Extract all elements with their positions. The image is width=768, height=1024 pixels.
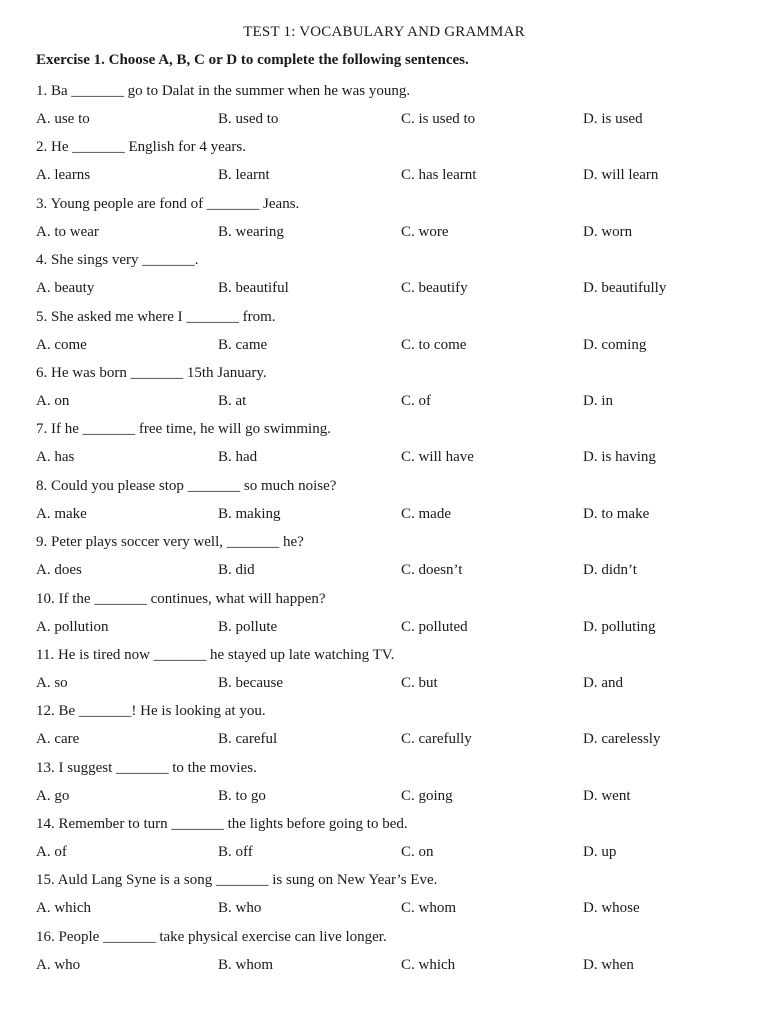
- question-stem: 15. Auld Lang Syne is a song _______ is sung on New Year’s Eve.: [36, 872, 438, 889]
- option-b: B. learnt: [218, 167, 270, 184]
- question-stem: 8. Could you please stop _______ so much noise?: [36, 477, 337, 494]
- option-b: B. wearing: [218, 223, 284, 240]
- option-b: B. to go: [218, 787, 266, 804]
- question-item: [36, 135, 736, 191]
- option-d: D. and: [583, 674, 623, 691]
- answer-options: [36, 333, 736, 361]
- option-a: A. use to: [36, 111, 90, 127]
- option-d: D. whose: [583, 900, 640, 917]
- answer-options: [36, 615, 736, 643]
- question-item: [36, 587, 736, 643]
- question-item: [36, 812, 736, 868]
- option-c: C. will have: [401, 449, 474, 466]
- option-c: C. carefully: [401, 731, 472, 748]
- option-a: A. make: [36, 505, 87, 522]
- question-item: [36, 868, 736, 924]
- question-item: [36, 643, 736, 699]
- answer-options: [36, 107, 736, 135]
- option-d: D. beautifully: [583, 280, 667, 297]
- option-a: A. go: [36, 787, 70, 804]
- question-stem: 14. Remember to turn _______ the lights before going to bed.: [36, 816, 408, 833]
- option-d: D. went: [583, 787, 631, 804]
- option-b: B. making: [218, 505, 281, 522]
- answer-options: [36, 276, 736, 304]
- option-a: A. of: [36, 844, 67, 861]
- option-a: A. so: [36, 674, 68, 691]
- question-item: [36, 192, 736, 248]
- question-item: [36, 417, 736, 473]
- exercise-instruction: Exercise 1. Choose A, B, C or D to complete the following sentences.: [36, 52, 469, 68]
- option-c: C. is used to: [401, 111, 476, 127]
- answer-options: [36, 840, 736, 868]
- option-b: B. whom: [218, 956, 274, 973]
- option-c: C. made: [401, 505, 451, 522]
- question-stem: 13. I suggest _______ to the movies.: [36, 759, 257, 776]
- question-item: [36, 699, 736, 755]
- answer-options: [36, 389, 736, 417]
- option-a: A. has: [36, 449, 75, 466]
- option-d: D. in: [583, 392, 613, 409]
- question-stem: 11. He is tired now _______ he stayed up late watching TV.: [36, 646, 395, 663]
- question-stem: 2. He _______ English for 4 years.: [36, 139, 246, 156]
- question-stem: 10. If the _______ continues, what will happen?: [36, 590, 326, 607]
- option-c: C. of: [401, 392, 431, 409]
- question-stem: 16. People _______ take physical exercise can live longer.: [36, 928, 387, 945]
- option-a: A. to wear: [36, 223, 99, 240]
- page-title: TEST 1: VOCABULARY AND GRAMMAR: [243, 24, 525, 40]
- option-b: B. because: [218, 674, 283, 691]
- answer-options: [36, 445, 736, 473]
- option-d: D. to make: [583, 505, 650, 522]
- option-b: B. pollute: [218, 618, 278, 635]
- question-stem: 7. If he _______ free time, he will go swimming.: [36, 421, 331, 438]
- option-a: A. which: [36, 900, 91, 917]
- question-stem: 6. He was born _______ 15th January.: [36, 364, 267, 381]
- option-c: C. but: [401, 674, 438, 691]
- question-stem: 3. Young people are fond of _______ Jeans.: [36, 195, 300, 212]
- option-a: A. beauty: [36, 280, 95, 297]
- option-c: C. whom: [401, 900, 457, 917]
- option-b: B. careful: [218, 731, 278, 748]
- question-item: [36, 361, 736, 417]
- answer-options: [36, 163, 736, 191]
- answer-options: [36, 220, 736, 248]
- question-list: [36, 79, 736, 981]
- option-c: C. going: [401, 787, 453, 804]
- question-item: [36, 756, 736, 812]
- option-d: D. coming: [583, 336, 647, 353]
- option-c: C. which: [401, 956, 456, 973]
- answer-options: [36, 558, 736, 586]
- option-d: D. up: [583, 844, 617, 861]
- answer-options: [36, 784, 736, 812]
- answer-options: [36, 671, 736, 699]
- question-item: [36, 474, 736, 530]
- answer-options: [36, 727, 736, 755]
- question-item: [36, 925, 736, 981]
- option-a: A. does: [36, 562, 82, 579]
- question-item: [36, 248, 736, 304]
- option-b: B. who: [218, 900, 262, 917]
- question-stem: 1. Ba _______ go to Dalat in the summer when he was young.: [36, 83, 411, 99]
- option-d: D. didn’t: [583, 562, 637, 579]
- option-a: A. come: [36, 336, 87, 353]
- option-d: D. polluting: [583, 618, 656, 635]
- question-item: [36, 305, 736, 361]
- answer-options: [36, 953, 736, 981]
- option-c: C. on: [401, 844, 434, 861]
- option-a: A. learns: [36, 167, 91, 184]
- option-c: C. wore: [401, 223, 449, 240]
- option-a: A. who: [36, 956, 81, 973]
- option-c: C. has learnt: [401, 167, 477, 184]
- option-b: B. used to: [218, 111, 279, 127]
- option-c: C. doesn’t: [401, 562, 463, 579]
- option-d: D. is used: [583, 111, 643, 127]
- option-b: B. did: [218, 562, 255, 579]
- question-item: [36, 79, 736, 135]
- option-a: A. on: [36, 392, 70, 409]
- option-b: B. had: [218, 449, 258, 466]
- option-d: D. worn: [583, 223, 633, 240]
- option-b: B. came: [218, 336, 268, 353]
- question-stem: 9. Peter plays soccer very well, _______ he?: [36, 534, 304, 551]
- question-item: [36, 530, 736, 586]
- option-c: C. beautify: [401, 280, 468, 297]
- option-d: D. carelessly: [583, 731, 661, 748]
- option-b: B. beautiful: [218, 280, 289, 297]
- option-c: C. polluted: [401, 618, 468, 635]
- question-stem: 12. Be _______! He is looking at you.: [36, 703, 266, 720]
- question-stem: 4. She sings very _______.: [36, 252, 199, 269]
- option-a: A. pollution: [36, 618, 109, 635]
- option-d: D. is having: [583, 449, 656, 466]
- option-b: B. at: [218, 392, 247, 409]
- answer-options: [36, 896, 736, 924]
- option-c: C. to come: [401, 336, 467, 353]
- option-a: A. care: [36, 731, 80, 748]
- option-d: D. when: [583, 956, 634, 973]
- option-b: B. off: [218, 844, 253, 861]
- option-d: D. will learn: [583, 167, 659, 184]
- answer-options: [36, 502, 736, 530]
- question-stem: 5. She asked me where I _______ from.: [36, 308, 276, 325]
